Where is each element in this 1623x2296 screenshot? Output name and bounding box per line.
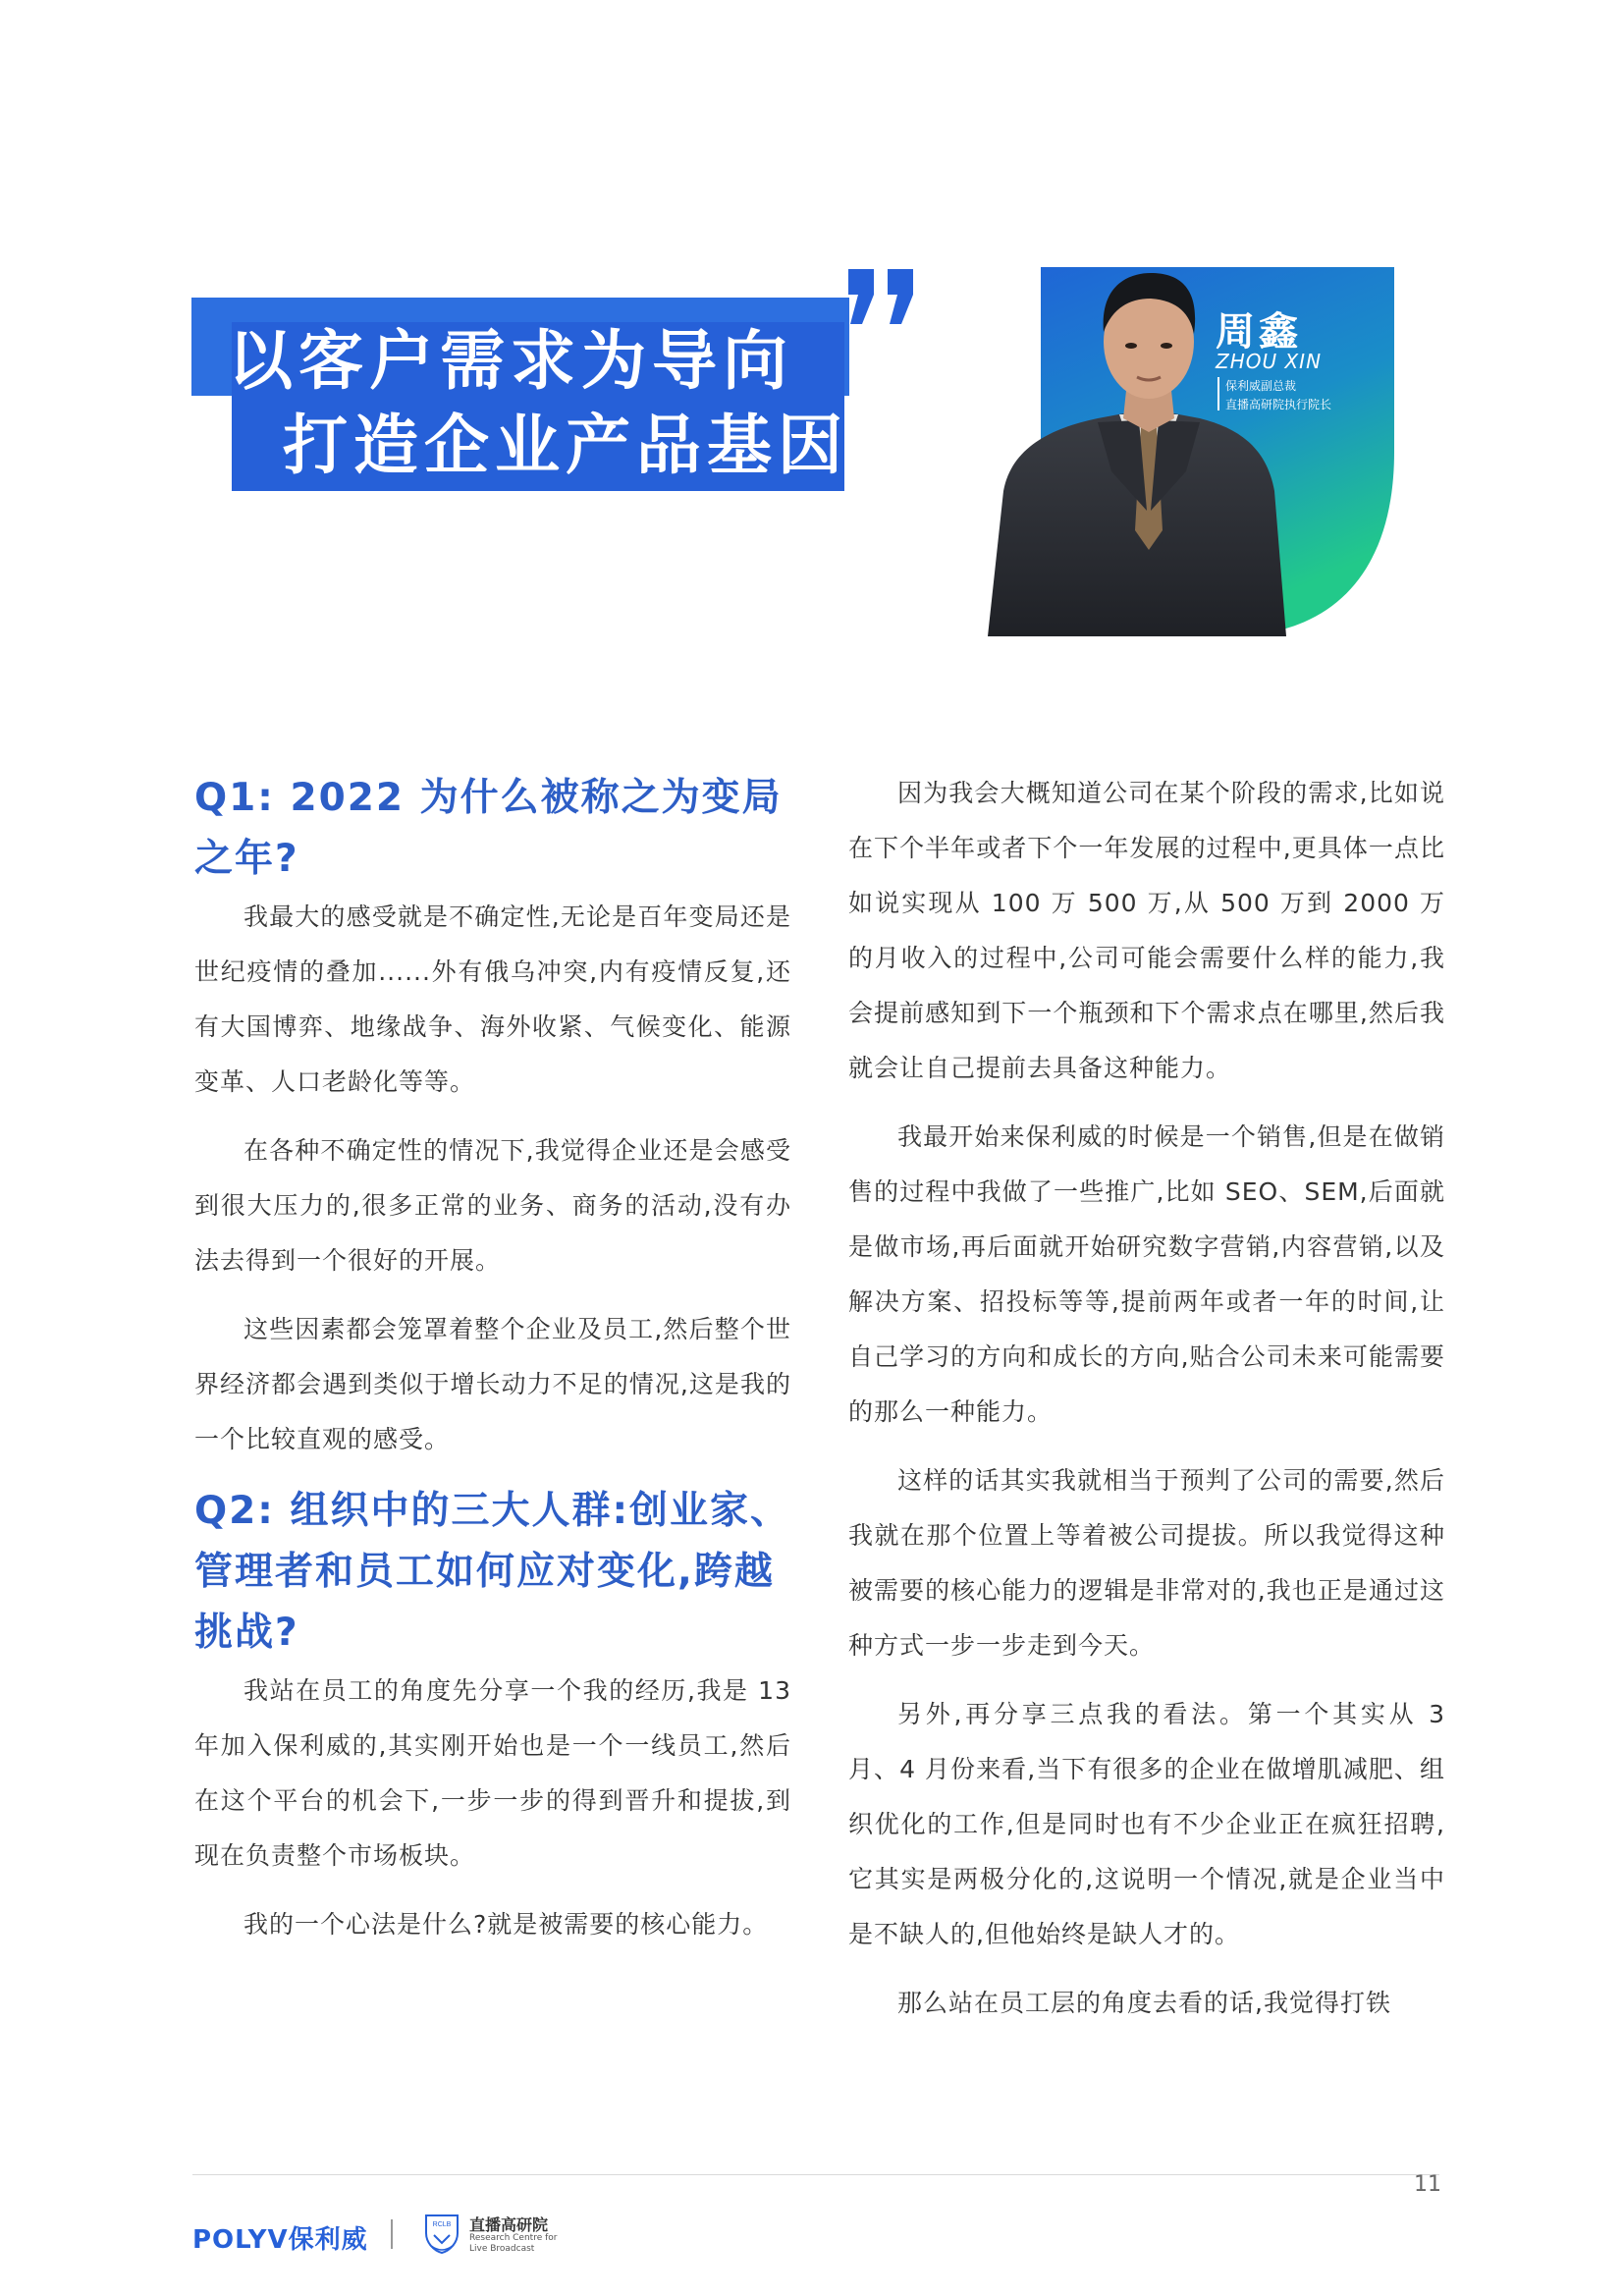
institute-name-english-2: Live Broadcast [469,2244,535,2254]
institute-name-english-1: Research Centre for [469,2233,558,2243]
speaker-portrait [982,255,1394,636]
paragraph: 另外,再分享三点我的看法。第一个其实从 3 月、4 月份来看,当下有很多的企业在做增肌减肥、组织优化的工作,但是同时也有不少企业正在疯狂招聘,它其实是两极分化的,这说明一个情况,就是企业当中是不缺人的,但他始终是缺人才的。 [848,1700,1445,1948]
speaker-title-2: 直播高研院执行院长 [1225,398,1332,411]
quote-icon [844,265,919,328]
question-1-heading: Q1: 2022 为什么被称之为变局之年? [194,776,783,881]
paragraph: 在各种不确定性的情况下,我觉得企业还是会感受到很大压力的,很多正常的业务、商务的活动,没有办法去得到一个很好的开展。 [194,1136,791,1275]
left-column [194,768,791,1966]
paragraph: 我的一个心法是什么?就是被需要的核心能力。 [243,1910,769,1939]
footer-divider-line [192,2174,1439,2175]
paragraph: 那么站在员工层的角度去看的话,我觉得打铁 [897,1989,1391,2017]
paragraph: 因为我会大概知道公司在某个阶段的需求,比如说在下个半年或者下个一年发展的过程中,更具体一点比如说实现从 100 万 500 万,从 500 万到 2000 万的月收入的过程中,公司可能会需要什么样的能力,我会提前感知到下一个瓶颈和下个需求点在哪里,然后我就会让自己提前去具备这种能力。 [848,779,1445,1082]
speaker-name: 周鑫 [1216,309,1302,355]
institute-shield-icon [420,2212,463,2255]
paragraph: 这样的话其实我就相当于预判了公司的需要,然后我就在那个位置上等着被公司提拔。所以我觉得这种被需要的核心能力的逻辑是非常对的,我也正是通过这种方式一步一步走到今天。 [848,1466,1445,1660]
speaker-name-english: ZHOU XIN [1216,350,1323,373]
paragraph: 我最大的感受就是不确定性,无论是百年变局还是世纪疫情的叠加......外有俄乌冲突,内有疫情反复,还有大国博弈、地缘战争、海外收紧、气候变化、能源变革、人口老龄化等等。 [194,902,791,1096]
paragraph: 我最开始来保利威的时候是一个销售,但是在做销售的过程中我做了一些推广,比如 SEO、SEM,后面就是做市场,再后面就开始研究数字营销,内容营销,以及解决方案、招投标等等,提前两年或者一年的时间,让自己学习的方向和成长的方向,贴合公司未来可能需要的那么一种能力。 [848,1122,1445,1426]
paragraph: 这些因素都会笼罩着整个企业及员工,然后整个世界经济都会遇到类似于增长动力不足的情况,这是我的一个比较直观的感受。 [194,1315,791,1453]
institute-name: 直播高研院 [469,2215,549,2234]
right-column [848,766,1445,2045]
institute-badge-text: RCLB [432,2221,452,2228]
paragraph: 我站在员工的角度先分享一个我的经历,我是 13 年加入保利威的,其实刚开始也是一个一线员工,然后在这个平台的机会下,一步一步的得到晋升和提拔,到现在负责整个市场板块。 [194,1676,791,1870]
article-title-line-2: 打造企业产品基因 [283,408,848,483]
speaker-title-1: 保利威副总裁 [1225,379,1297,393]
footer-logo-divider [391,2219,393,2249]
page-number: 11 [1414,2172,1441,2197]
article-title-line-1: 以客户需求为导向 [228,323,793,399]
question-2-heading: Q2: 组织中的三大人群:创业家、管理者和员工如何应对变化,跨越挑战? [194,1489,791,1655]
speaker-title-divider [1217,377,1219,410]
polyv-logo: POLYV保利威 [192,2225,368,2255]
